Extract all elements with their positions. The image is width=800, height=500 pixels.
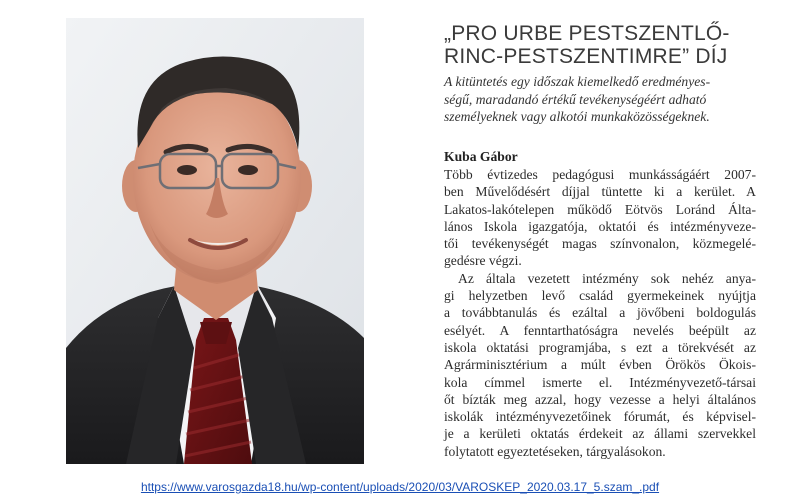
award-title-line-1: „PRO URBE PESTSZENTLŐ- xyxy=(444,22,730,45)
text-line: lános Iskola igazgatója, oktatói és intézményveze- xyxy=(444,218,756,234)
text-line: Lakatos-lakótelepen működő Eötvös Loránd Álta- xyxy=(444,201,756,217)
award-title-line-2: RINC-PESTSZENTIMRE” DÍJ xyxy=(444,45,728,68)
text-line: ben Művelődésért díjjal tüntette ki a kerület. A xyxy=(444,184,756,200)
recipient-name: Kuba Gábor xyxy=(444,149,518,164)
text-line: Az általa vezetett intézmény sok nehéz anya- xyxy=(458,270,756,286)
text-line: őt bízták meg azzal, hogy vezesse a helyi általános xyxy=(444,391,756,407)
text-line: je a kerületi oktatás érdekeit az állami szervekkel xyxy=(444,426,756,442)
text-line: Több évtizedes pedagógusi munkásságáért 2007- xyxy=(444,167,756,182)
award-title xyxy=(444,22,774,68)
text-line: iskola oktatási programjába, s ezt a törekvését az xyxy=(444,339,756,355)
text-line: gedésre végzi. xyxy=(444,253,522,269)
text-line: Agrárminisztérium a múlt évben Örökös Ökois- xyxy=(444,357,756,373)
award-description-line-2: ségű, maradandó értékű tevékenységéért adható xyxy=(444,91,707,107)
award-description-line-1: A kitüntetés egy időszak kiemelkedő eredményes- xyxy=(444,74,711,89)
text-line: tői tevékenységét magas színvonalon, közmegelé- xyxy=(444,236,756,252)
award-description xyxy=(444,73,756,126)
award-description-line-3: személyeknek vagy alkotói munkaközösségeknek. xyxy=(444,109,710,124)
text-line: kola címmel ismerte el. Intézményvezető-társai xyxy=(444,374,756,390)
text-line: folytatott egyeztetéseken, tárgyalásokon. xyxy=(444,443,666,459)
text-line: gi helyzetben levő család gyermekeinek nyújtja xyxy=(444,288,756,304)
portrait-photo xyxy=(66,18,364,464)
article-body xyxy=(444,166,756,460)
paragraph-1 xyxy=(444,166,756,270)
source-link[interactable]: https://www.varosgazda18.hu/wp-content/uploads/2020/03/VAROSKEP_2020.03.17_5.szam_.pdf xyxy=(140,480,660,494)
text-line: a továbbtanulás és ezáltal a jövőbeni boldogulás xyxy=(444,305,756,321)
text-line: esélyét. A fenntarthatóságra nevelés beépült az xyxy=(444,322,756,338)
text-line: iskolák intézményvezetőinek fórumát, és képvisel- xyxy=(444,409,756,425)
paragraph-2 xyxy=(444,270,756,460)
